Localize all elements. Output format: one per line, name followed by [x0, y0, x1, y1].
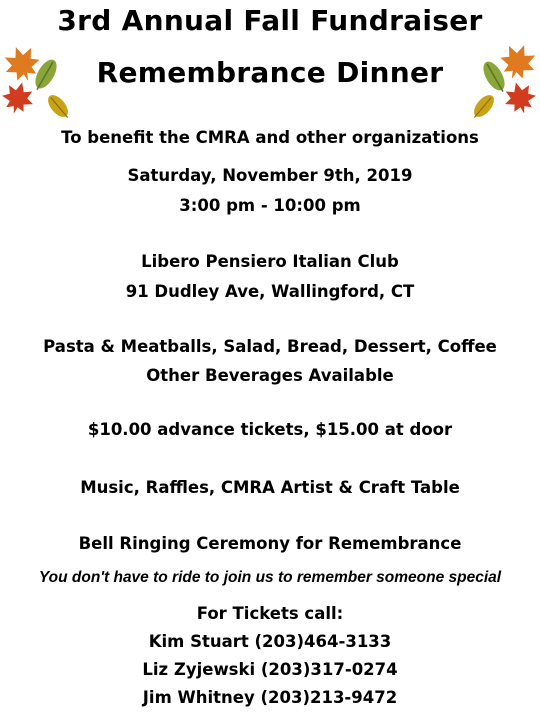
- venue-address: 91 Dudley Ave, Wallingford, CT: [125, 282, 415, 301]
- contact-jim: Jim Whitney (203)213-9472: [142, 688, 398, 707]
- ceremony: Bell Ringing Ceremony for Remembrance: [78, 534, 462, 553]
- leaf-icon: [44, 92, 73, 120]
- contacts-heading: For Tickets call:: [196, 604, 344, 623]
- contact-liz: Liz Zyjewski (203)317-0274: [142, 660, 398, 679]
- ticket-prices: $10.00 advance tickets, $15.00 at door: [87, 420, 453, 439]
- menu-food: Pasta & Meatballs, Salad, Bread, Dessert, Coffee: [43, 337, 497, 356]
- event-time: 3:00 pm - 10:00 pm: [179, 196, 361, 215]
- menu-beverages: Other Beverages Available: [146, 366, 394, 385]
- title-line-1: 3rd Annual Fall Fundraiser: [57, 4, 483, 37]
- title-line-2: Remembrance Dinner: [96, 56, 444, 89]
- leaf-icon: [469, 92, 498, 120]
- event-date: Saturday, November 9th, 2019: [127, 166, 413, 185]
- activities: Music, Raffles, CMRA Artist & Craft Table: [80, 478, 460, 497]
- tagline: You don't have to ride to join us to remember someone special: [38, 569, 502, 586]
- contact-kim: Kim Stuart (203)464-3133: [148, 632, 392, 651]
- venue-name: Libero Pensiero Italian Club: [141, 252, 399, 271]
- benefit-text: To benefit the CMRA and other organizations: [61, 128, 479, 147]
